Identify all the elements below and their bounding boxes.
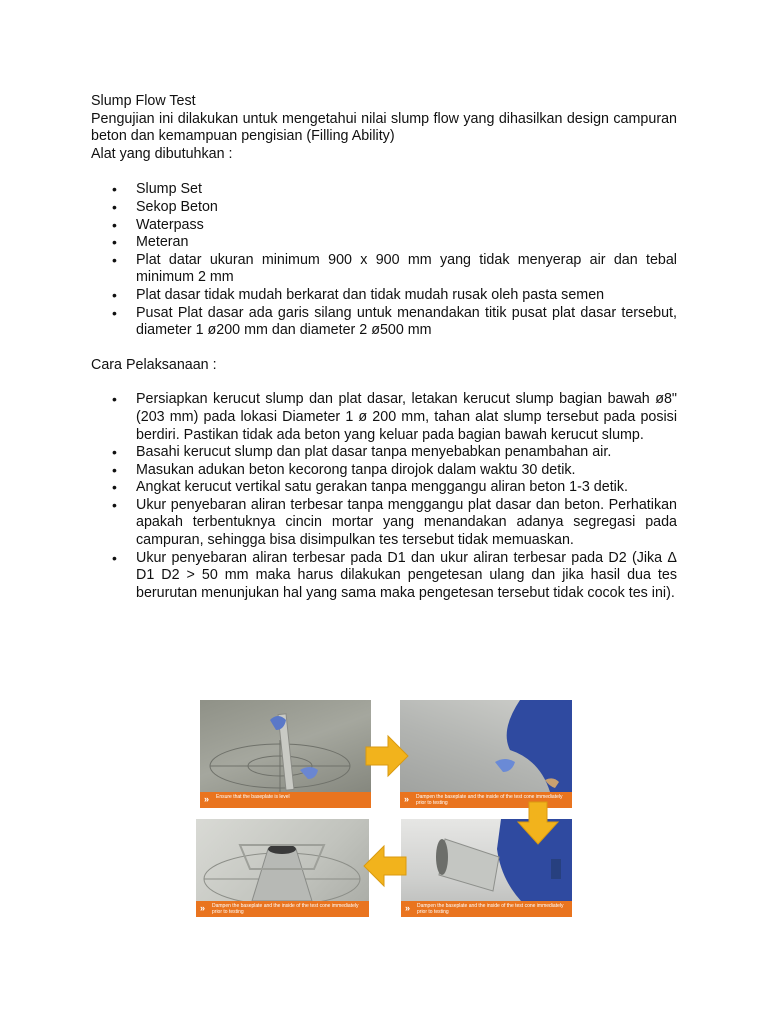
list-item: • Plat dasar tidak mudah berkarat dan tidak mudah rusak oleh pasta semen (91, 287, 677, 305)
tools-heading: Alat yang dibutuhkan : (91, 145, 233, 162)
photo-level-baseplate (200, 700, 371, 808)
list-item: • Pusat Plat dasar ada garis silang untuk menandakan titik pusat plat dasar tersebut, diameter 1 ø200 mm dan diameter 2 ø500 mm (91, 305, 677, 340)
photo-caption: Dampen the baseplate and the inside of the test cone immediately prior to testing (417, 903, 564, 915)
list-item: • Masukan adukan beton kecorong tanpa dirojok dalam waktu 30 detik. (91, 462, 677, 480)
photo-caption-bar (401, 901, 572, 917)
chevron-right-icon: » (404, 794, 410, 804)
chevron-right-icon: » (200, 903, 206, 913)
document-body (91, 93, 677, 602)
list-item: • Sekop Beton (91, 199, 677, 217)
procedure-heading: Cara Pelaksanaan : (91, 356, 217, 373)
list-item: • Basahi kerucut slump dan plat dasar tanpa menyebabkan penambahan air. (91, 444, 677, 462)
slump-flow-photo-collage (196, 698, 576, 923)
tools-list (91, 181, 677, 339)
photo-caption: Dampen the baseplate and the inside of the test cone immediately prior to testing (212, 903, 359, 915)
list-item: • Angkat kerucut vertikal satu gerakan tanpa menggangu aliran beton 1-3 detik. (91, 479, 677, 497)
arrow-down-icon (516, 800, 560, 846)
arrow-right-icon (364, 734, 412, 778)
list-item: • Ukur penyebaran aliran terbesar pada D1 dan ukur aliran terbesar pada D2 (Jika Δ D1 D2 > 50 mm maka harus dilakukan pengetesan ulang dan jika hasil dua tes berurutan menunjukan hal yang sama maka pengetesan tersebut tidak cocok tes ini). (91, 550, 677, 603)
list-item: • Persiapkan kerucut slump dan plat dasar, letakan kerucut slump bagian bawah ø8" (203 mm) pada lokasi Diameter 1 ø 200 mm, tahan alat slump tersebut pada posisi berdiri. Pastikan tidak ada beton yang keluar pada bagian bawah kerucut slump. (91, 391, 677, 444)
list-item: • Waterpass (91, 217, 677, 235)
photo-caption: Dampen the baseplate and the inside of the test cone immediately prior to testing (416, 794, 563, 806)
photo-caption: Ensure that the baseplate is level (216, 794, 290, 800)
procedure-list (91, 391, 677, 602)
section-title: Slump Flow Test (91, 93, 196, 109)
intro-paragraph: Pengujian ini dilakukan untuk mengetahui nilai slump flow yang dihasilkan design campuran beton dan kemampuan pengisian (Filling Ability) (91, 110, 677, 145)
chevron-right-icon: » (405, 903, 411, 913)
list-item: • Plat datar ukuran minimum 900 x 900 mm yang tidak menyerap air dan tebal minimum 2 mm (91, 252, 677, 287)
chevron-right-icon: » (204, 794, 210, 804)
photo-caption-bar (200, 792, 371, 808)
list-item: • Slump Set (91, 181, 677, 199)
photo-slump-cone (196, 819, 369, 917)
list-item: • Ukur penyebaran aliran terbesar tanpa menggangu plat dasar dan beton. Perhatikan apakah terbentuknya cincin mortar yang menandakan adanya segregasi pada campuran, sehingga bisa disimpulkan tes tersebut tidak memuaskan. (91, 497, 677, 550)
arrow-left-icon (360, 844, 408, 888)
photo-dampen-baseplate (400, 700, 572, 808)
photo-caption-bar (196, 901, 369, 917)
list-item: • Meteran (91, 234, 677, 252)
